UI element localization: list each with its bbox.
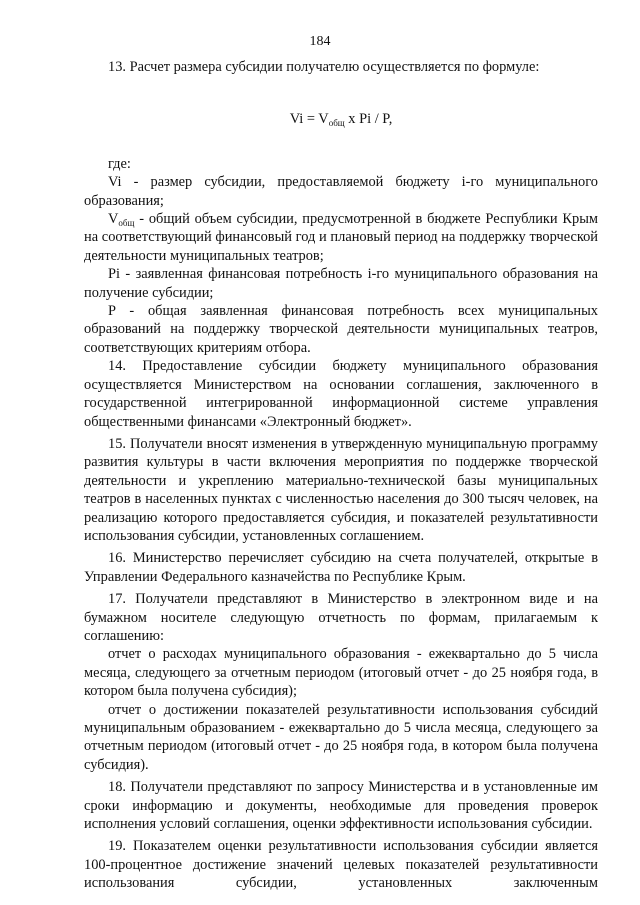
formula-lhs: Vi = V (289, 111, 329, 128)
vobsh-symbol: V (108, 211, 119, 228)
paragraph-14: 14. Предоставление субсидии бюджету муниципального образования осуществляется Министерством на основании соглашения, заключенного в государственной интегрированной информационной системе управления общественными финансами «Электронный бюджет». (84, 358, 598, 430)
paragraph-13: 13. Расчет размера субсидии получателю осуществляется по формуле: (108, 59, 540, 75)
where-label: где: (108, 155, 131, 172)
paragraph-15: 15. Получатели вносят изменения в утвержденную муниципальную программу развития культуры в части включения мероприятия по поддержке творческой деятельности и укреплению материально-технической базы муниципальных театров в населенных пунктах с численностью населения до 300 тысяч человек, на реализацию которого предоставляется субсидия, и показателей результативности использования субсидии, установленных соглашением. (84, 435, 598, 544)
vobsh-text: - общий объем субсидии, предусмотренной в бюджете Республики Крым на соответствующий финансовый год и плановый период на поддержку творческой деятельности муниципальных театров; (84, 211, 598, 264)
definition-pi: Pi - заявленная финансовая потребность i-го муниципального образования на получение субсидии; (84, 266, 598, 301)
definition-vi: Vi - размер субсидии, предоставляемой бюджету i-го муниципального образования; (84, 174, 598, 209)
paragraph-18: 18. Получатели представляют по запросу Министерства и в установленные им сроки информацию и документы, необходимые для проведения проверок исполнения условий соглашения, оценки эффективности использования субсидии. (84, 779, 598, 833)
paragraph-19: 19. Показателем оценки результативности использования субсидии является 100-процентное достижение значений целевых показателей результативности использования субсидии, установленных заключенным (84, 838, 598, 892)
formula-subscript: общ (328, 118, 345, 129)
definition-vobsh (84, 210, 598, 265)
paragraph-17-report-indicators: отчет о достижении показателей результативности использования субсидий муниципальным образованием - ежеквартально до 5 числа месяца, следующего за отчетным периодом (итоговый отчет - до 25 ноября года, в котором была получена субсидия). (84, 701, 598, 773)
paragraph-17-report-expenses: отчет о расходах муниципального образования - ежеквартально до 5 числа месяца, следующего за отчетным периодом (итоговый отчет - до 25 ноября года, в котором была получена субсидия); (84, 646, 598, 700)
paragraph-17: 17. Получатели представляют в Министерство в электронном виде и на бумажном носителе следующую отчетность по формам, прилагаемым к соглашению: (84, 591, 598, 644)
subsidy-formula (84, 110, 598, 128)
paragraph-16: 16. Министерство перечисляет субсидию на счета получателей, открытые в Управлении Федерального казначейства по Республике Крым. (84, 550, 598, 585)
vobsh-subscript: общ (118, 218, 135, 229)
definition-p: P - общая заявленная финансовая потребность всех муниципальных образований на поддержку творческой деятельности муниципальных театров, соответствующих критериям отбора. (84, 303, 598, 356)
document-body (84, 58, 598, 893)
formula-rhs: x Pi / P, (344, 111, 393, 128)
page-number: 184 (309, 34, 331, 49)
